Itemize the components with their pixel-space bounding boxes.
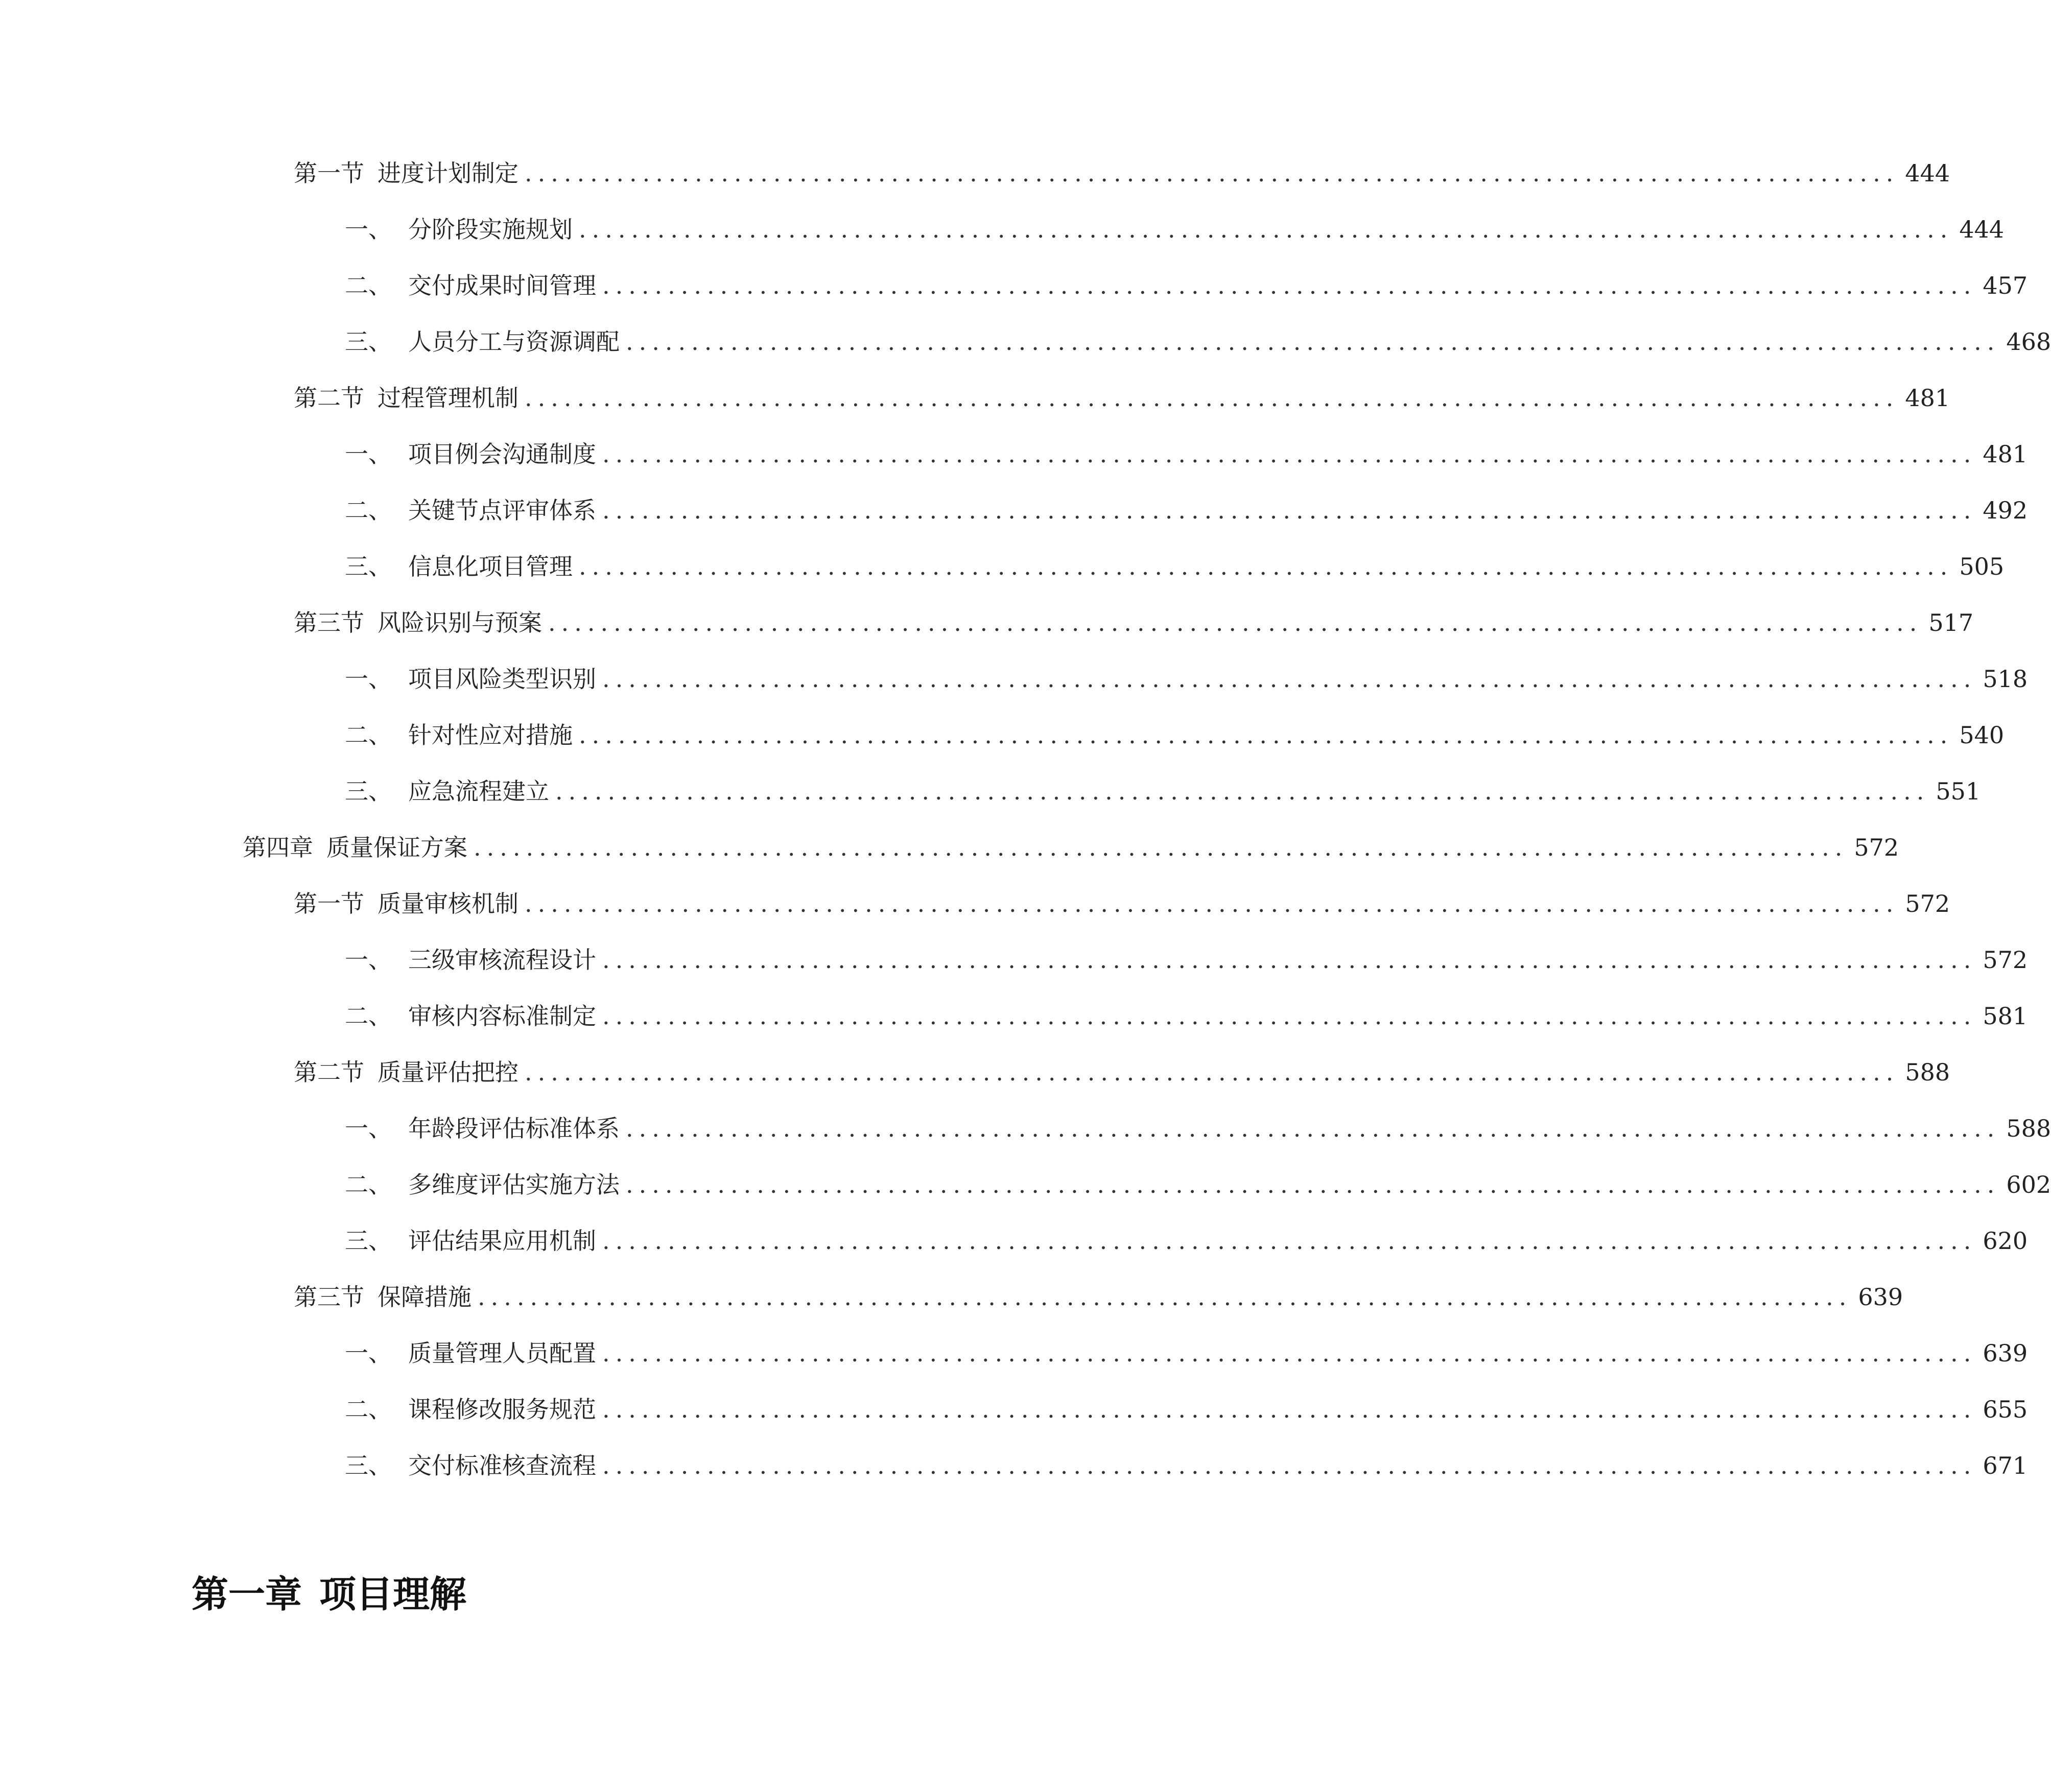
toc-entry-title: 项目例会沟通制度	[408, 440, 596, 468]
toc-entry-page: 444	[1905, 159, 1950, 187]
toc-entry[interactable]	[345, 546, 2005, 582]
toc-entry-page: 639	[1858, 1283, 1903, 1311]
toc-entry-page: 457	[1983, 272, 2028, 299]
toc-entry[interactable]	[345, 1445, 2028, 1481]
toc-entry-page: 505	[1959, 553, 2005, 580]
chapter-heading-number: 第一章	[192, 1573, 302, 1616]
toc-entry[interactable]	[294, 1052, 1950, 1088]
toc-entry[interactable]	[345, 658, 2028, 694]
toc-entry-number: 三、	[345, 1452, 392, 1479]
toc-entry-label	[345, 214, 573, 245]
toc-entry-title: 三级审核流程设计	[408, 946, 596, 974]
toc-entry-number: 一、	[345, 1115, 392, 1142]
toc-entry-label	[345, 1394, 596, 1425]
toc-entry-label	[345, 495, 596, 526]
toc-entry-number: 一、	[345, 1339, 392, 1367]
toc-entry-number: 三、	[345, 328, 392, 356]
chapter-heading-title: 项目理解	[319, 1573, 467, 1616]
toc-entry-number: 一、	[345, 440, 392, 468]
toc-entry-title: 质量审核机制	[378, 890, 518, 917]
toc-entry[interactable]	[345, 434, 2028, 469]
chapter-heading	[192, 1571, 466, 1617]
toc-entry-page: 655	[1983, 1396, 2028, 1423]
toc-entry-page: 671	[1983, 1452, 2028, 1479]
toc-entry-page: 481	[1983, 440, 2028, 468]
toc-entry-number: 第四章	[243, 834, 313, 861]
toc-entry-label	[345, 551, 573, 582]
toc-entry-title: 项目风险类型识别	[408, 665, 596, 693]
toc-entry-page: 620	[1983, 1227, 2028, 1255]
dot-leader: .........................................................................................................	[579, 553, 1953, 580]
toc-entry[interactable]	[345, 1108, 2051, 1144]
toc-entry-title: 分阶段实施规划	[408, 216, 573, 243]
dot-leader: .........................................................................................................	[602, 497, 1977, 524]
dot-leader: .........................................................................................................	[478, 1283, 1852, 1311]
toc-entry-page: 468	[2006, 328, 2051, 356]
toc-entry-number: 第二节	[294, 384, 364, 412]
toc-entry[interactable]	[345, 715, 2005, 750]
toc-entry-title: 交付成果时间管理	[408, 272, 596, 299]
toc-entry-page: 588	[2006, 1115, 2051, 1142]
toc-entry-label	[345, 776, 549, 807]
toc-entry-number: 一、	[345, 946, 392, 974]
toc-entry[interactable]	[345, 1164, 2051, 1200]
toc-entry[interactable]	[294, 883, 1950, 919]
toc-entry-title: 应急流程建立	[408, 777, 549, 805]
toc-entry-number: 二、	[345, 721, 392, 749]
dot-leader: .........................................................................................................	[626, 1171, 2000, 1198]
toc-entry-number: 二、	[345, 1002, 392, 1030]
toc-entry-number: 三、	[345, 1227, 392, 1255]
toc-entry-page: 572	[1905, 890, 1950, 917]
toc-entry-label	[294, 158, 518, 188]
toc-entry-title: 质量评估把控	[378, 1058, 518, 1086]
toc-entry-page: 492	[1983, 497, 2028, 524]
toc-entry[interactable]	[345, 209, 2005, 245]
toc-entry-label	[345, 1338, 596, 1369]
dot-leader: .........................................................................................................	[579, 216, 1953, 243]
dot-leader: .........................................................................................................	[602, 1339, 1977, 1367]
dot-leader: .........................................................................................................	[602, 1452, 1977, 1479]
dot-leader: .........................................................................................................	[525, 159, 1899, 187]
toc-entry-number: 二、	[345, 1171, 392, 1198]
toc-entry[interactable]	[345, 1220, 2028, 1256]
toc-entry[interactable]	[345, 321, 2051, 357]
toc-entry-label	[294, 607, 542, 638]
toc-entry-title: 风险识别与预案	[378, 609, 542, 636]
toc-entry-title: 关键节点评审体系	[408, 497, 596, 524]
dot-leader: .........................................................................................................	[602, 1227, 1977, 1255]
toc-entry-page: 602	[2006, 1171, 2051, 1198]
toc-entry-title: 人员分工与资源调配	[408, 328, 620, 356]
dot-leader: .........................................................................................................	[525, 890, 1899, 917]
toc-entry-number: 一、	[345, 216, 392, 243]
toc-entry-title: 针对性应对措施	[408, 721, 573, 749]
toc-entry[interactable]	[345, 996, 2028, 1031]
dot-leader: .........................................................................................................	[602, 946, 1977, 974]
toc-entry-label	[345, 1113, 620, 1144]
dot-leader: .........................................................................................................	[602, 1002, 1977, 1030]
toc-entry-page: 581	[1983, 1002, 2028, 1030]
toc-entry-number: 第一节	[294, 159, 364, 187]
dot-leader: .........................................................................................................	[525, 1058, 1899, 1086]
toc-entry-label	[243, 832, 467, 863]
dot-leader: .........................................................................................................	[626, 328, 2000, 356]
toc-entry-label	[345, 945, 596, 975]
toc-entry[interactable]	[294, 602, 1974, 638]
toc-entry-label	[294, 1282, 472, 1312]
toc-entry-title: 多维度评估实施方法	[408, 1171, 620, 1198]
toc-entry-page: 572	[1983, 946, 2028, 974]
toc-entry-label	[294, 1057, 518, 1088]
toc-entry-label	[294, 383, 518, 413]
toc-entry-number: 第一节	[294, 890, 364, 917]
dot-leader: .........................................................................................................	[626, 1115, 2000, 1142]
dot-leader: .........................................................................................................	[548, 609, 1923, 636]
toc-entry-page: 540	[1959, 721, 2005, 749]
toc-entry[interactable]	[294, 153, 1950, 188]
toc-entry-title: 过程管理机制	[378, 384, 518, 412]
toc-entry[interactable]	[345, 1389, 2028, 1425]
toc-entry-label	[345, 1225, 596, 1256]
toc-entry[interactable]	[345, 771, 1981, 807]
dot-leader: .........................................................................................................	[602, 665, 1977, 693]
dot-leader: .........................................................................................................	[602, 272, 1977, 299]
toc-entry-label	[345, 1450, 596, 1481]
toc-entry[interactable]	[345, 490, 2028, 526]
toc-entry-page: 551	[1936, 777, 1981, 805]
toc-entry[interactable]	[345, 1333, 2028, 1369]
toc-entry-title: 信息化项目管理	[408, 553, 573, 580]
toc-entry-title: 质量保证方案	[326, 834, 467, 861]
dot-leader: .........................................................................................................	[474, 834, 1848, 861]
toc-entry-label	[345, 326, 620, 357]
dot-leader: .........................................................................................................	[602, 440, 1977, 468]
dot-leader: .........................................................................................................	[525, 384, 1899, 412]
toc-entry-number: 第三节	[294, 609, 364, 636]
toc-entry-title: 审核内容标准制定	[408, 1002, 596, 1030]
toc-entry-page: 444	[1959, 216, 2005, 243]
toc-entry-label	[294, 888, 518, 919]
toc-entry-number: 二、	[345, 272, 392, 299]
toc-entry-title: 评估结果应用机制	[408, 1227, 596, 1255]
toc-entry-number: 二、	[345, 497, 392, 524]
toc-entry-title: 年龄段评估标准体系	[408, 1115, 620, 1142]
dot-leader: .........................................................................................................	[555, 777, 1930, 805]
toc-entry-title: 课程修改服务规范	[408, 1396, 596, 1423]
toc-entry-label	[345, 1001, 596, 1031]
toc-entry-page: 517	[1928, 609, 1974, 636]
toc-entry-number: 二、	[345, 1396, 392, 1423]
toc-entry-page: 481	[1905, 384, 1950, 412]
toc-entry[interactable]	[345, 939, 2028, 975]
toc-entry-page: 518	[1983, 665, 2028, 693]
toc-entry-page: 572	[1854, 834, 1899, 861]
toc-entry-page: 639	[1983, 1339, 2028, 1367]
toc-entry[interactable]	[243, 827, 1899, 863]
toc-entry-title: 进度计划制定	[378, 159, 518, 187]
toc-entry[interactable]	[294, 378, 1950, 413]
toc-entry-page: 588	[1905, 1058, 1950, 1086]
toc-entry[interactable]	[345, 265, 2028, 301]
toc-entry-label	[345, 270, 596, 301]
toc-entry-title: 质量管理人员配置	[408, 1339, 596, 1367]
toc-entry-label	[345, 664, 596, 694]
toc-entry-number: 第二节	[294, 1058, 364, 1086]
toc-entry-number: 一、	[345, 665, 392, 693]
toc-entry-number: 三、	[345, 777, 392, 805]
toc-entry-title: 交付标准核查流程	[408, 1452, 596, 1479]
toc-entry[interactable]	[294, 1277, 1903, 1312]
dot-leader: .........................................................................................................	[579, 721, 1953, 749]
dot-leader: .........................................................................................................	[602, 1396, 1977, 1423]
toc-entry-title: 保障措施	[378, 1283, 472, 1311]
toc-entry-label	[345, 439, 596, 469]
toc-entry-number: 第三节	[294, 1283, 364, 1311]
toc-entry-label	[345, 1169, 620, 1200]
toc-entry-label	[345, 720, 573, 750]
toc-entry-number: 三、	[345, 553, 392, 580]
